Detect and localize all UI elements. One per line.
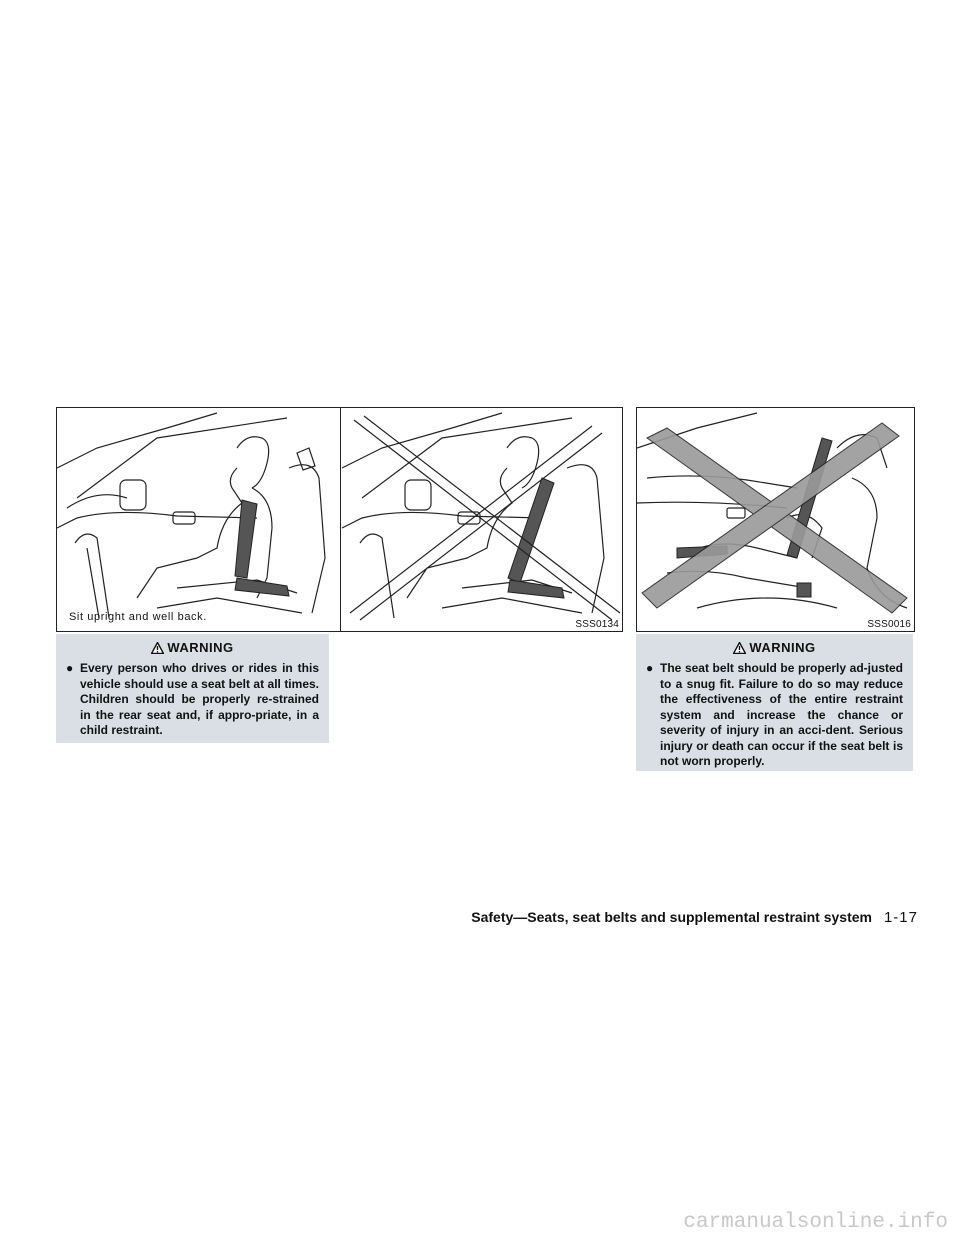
bullet: ● [646, 661, 654, 675]
warning-box [56, 634, 329, 743]
page-number: 1-17 [883, 909, 918, 926]
warning-item [646, 661, 903, 770]
improper-belt-illustration [637, 408, 914, 631]
section-title: Safety—Seats, seat belts and supplemental restraint system [471, 909, 872, 925]
warning-title-text: WARNING [167, 640, 234, 655]
warning-triangle-icon [151, 642, 164, 654]
figure-inner-caption: Sit upright and well back. [69, 611, 207, 623]
warning-title-text: WARNING [749, 640, 816, 655]
panel-divider [340, 408, 341, 631]
warning-title [66, 640, 319, 655]
bullet: ● [66, 661, 74, 675]
figure-code: SSS0016 [867, 619, 911, 630]
warning-text: The seat belt should be properly ad-justed to a snug fit. Failure to do so may reduce the effectiveness of the entire restraint system and increase the chance or severity of injury in an acci-dent. Serious injury or death can occur if the seat belt is not worn properly. [660, 661, 903, 768]
warning-text: Every person who drives or rides in this vehicle should use a seat belt at all times. Children should be properly re-strained in the rear seat and, if appro-priate, in a child restraint. [80, 661, 319, 737]
figure-improper-belt [636, 407, 915, 632]
warning-title [646, 640, 903, 655]
figure-seating-posture [56, 407, 623, 632]
warning-triangle-icon [733, 642, 746, 654]
warning-box [636, 634, 913, 771]
warning-item [66, 661, 319, 739]
watermark: carmanualsonline.info [683, 1211, 948, 1234]
figure-code: SSS0134 [575, 619, 619, 630]
page-footer [471, 909, 918, 926]
